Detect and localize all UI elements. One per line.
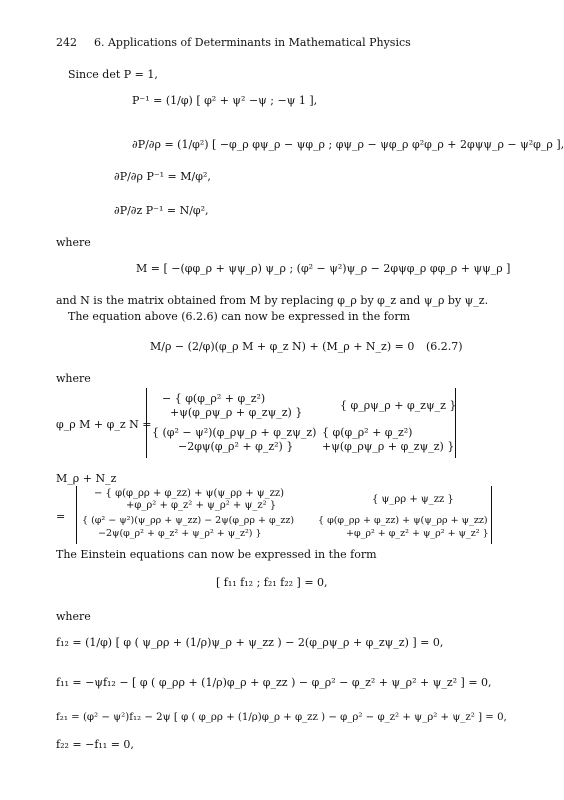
page-number: 242 [56, 36, 77, 49]
eq-p-inverse: P⁻¹ = (1/φ) [ φ² + ψ² −ψ ; −ψ 1 ], [132, 94, 318, 107]
text-where-3: where [56, 610, 91, 623]
text-eq-above: The equation above (6.2.6) can now be expressed in the form [68, 310, 411, 323]
running-title: 6. Applications of Determinants in Mathematical Physics [94, 36, 411, 49]
eq-f11: f₁₁ = −ψf₁₂ − [ φ ( φ_ρρ + (1/ρ)φ_ρ + φ_zz ) − φ_ρ² − φ_z² + ψ_ρ² + ψ_z² ] = 0, [56, 676, 492, 689]
eq-mrho-nz-lhs: M_ρ + N_z [56, 472, 117, 485]
eq-6-2-7: M/ρ − (2/φ)(φ_ρ M + φ_z N) + (M_ρ + N_z) = 0 [150, 340, 415, 353]
eq-f-matrix: [ f₁₁ f₁₂ ; f₂₁ f₂₂ ] = 0, [216, 576, 328, 589]
mn-12: { ψ_ρρ + ψ_zz } [372, 494, 454, 505]
eq-dp-drho-pinv: ∂P/∂ρ P⁻¹ = M/φ², [114, 170, 211, 183]
phiM-11-line2: +ψ(φ_ρψ_ρ + φ_zψ_z) } [170, 406, 303, 419]
phiM-21-line2: −2φψ(φ_ρ² + φ_z²) } [178, 440, 294, 453]
eq-f12: f₁₂ = (1/φ) [ φ ( ψ_ρρ + (1/ρ)ψ_ρ + ψ_zz ) − 2(φ_ρψ_ρ + φ_zψ_z) ] = 0, [56, 636, 444, 649]
text-einstein: The Einstein equations can now be expressed in the form [56, 548, 377, 561]
eq-m-definition: M = [ −(φφ_ρ + ψψ_ρ) ψ_ρ ; (φ² − ψ²)ψ_ρ − 2φψφ_ρ φφ_ρ + ψψ_ρ ] [136, 262, 511, 275]
mn-22-line1: { φ(φ_ρρ + φ_zz) + ψ(ψ_ρρ + ψ_zz) [318, 515, 488, 526]
eq-f21: f₂₁ = (φ² − ψ²)f₁₂ − 2ψ [ φ ( φ_ρρ + (1/ρ)φ_ρ + φ_zz ) − φ_ρ² − φ_z² + ψ_ρ² + ψ_z² ] = 0, [56, 712, 507, 723]
phiM-11-line1: − { φ(φ_ρ² + φ_z²) [162, 392, 266, 405]
eq-phiM-lhs: φ_ρ M + φ_z N = [56, 418, 152, 431]
eq-number-6-2-7: (6.2.7) [426, 340, 463, 353]
mn-21-line2: −2ψ(φ_ρ² + φ_z² + ψ_ρ² + ψ_z²) } [98, 528, 262, 539]
text-where-1: where [56, 236, 91, 249]
text-since: Since det P = 1, [68, 68, 158, 81]
phiM-22-line1: { φ(φ_ρ² + φ_z²) [322, 426, 413, 439]
eq-dp-drho: ∂P/∂ρ = (1/φ²) [ −φ_ρ φψ_ρ − ψφ_ρ ; φψ_ρ − ψφ_ρ φ²φ_ρ + 2φψψ_ρ − ψ²φ_ρ ], [132, 138, 564, 151]
mn-11-line2: +φ_ρ² + φ_z² + ψ_ρ² + ψ_z² } [126, 500, 277, 511]
eq-f22: f₂₂ = −f₁₁ = 0, [56, 738, 134, 751]
eq-dp-dz-pinv: ∂P/∂z P⁻¹ = N/φ², [114, 204, 209, 217]
text-and-n: and N is the matrix obtained from M by replacing φ_ρ by φ_z and ψ_ρ by ψ_z. [56, 294, 489, 307]
mn-21-line1: { (φ² − ψ²)(ψ_ρρ + ψ_zz) − 2ψ(φ_ρρ + φ_zz) [82, 515, 295, 526]
phiM-22-line2: +ψ(φ_ρψ_ρ + φ_zψ_z) } [322, 440, 455, 453]
phiM-12: { φ_ρψ_ρ + φ_zψ_z } [340, 399, 457, 412]
mn-11-line1: − { φ(φ_ρρ + φ_zz) + ψ(ψ_ρρ + ψ_zz) [94, 488, 285, 499]
phiM-21-line1: { (φ² − ψ²)(φ_ρψ_ρ + φ_zψ_z) [152, 426, 317, 439]
mn-22-line2: +φ_ρ² + φ_z² + ψ_ρ² + ψ_z² } [346, 528, 489, 539]
eq-equals-sign: = [56, 510, 66, 523]
text-where-2: where [56, 372, 91, 385]
